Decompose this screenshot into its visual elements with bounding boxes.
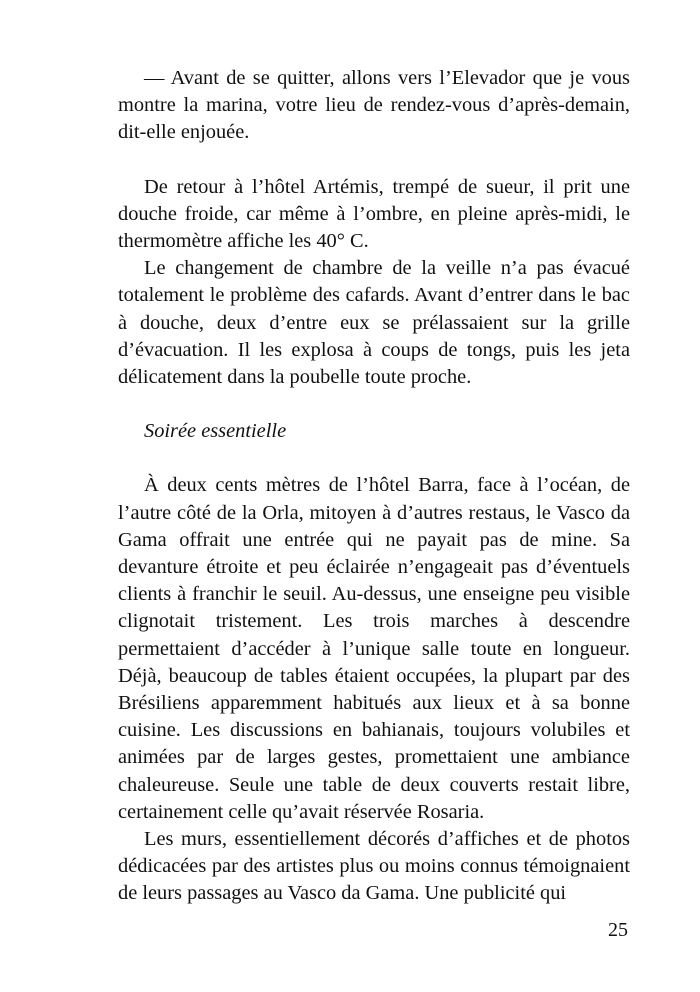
page-number: 25 <box>608 919 628 941</box>
paragraph-walls: Les murs, essentiellement décorés d’affiches et de photos dédicacées par des artistes plus ou moins connus témoignaient de leurs passages au Vasco da Gama. Une publicité qui <box>118 828 630 905</box>
paragraph-gap <box>118 147 630 174</box>
book-page-body <box>118 65 630 908</box>
section-title: Soirée essentielle <box>144 420 287 443</box>
section-gap <box>118 445 630 472</box>
paragraph-cockroaches: Le changement de chambre de la veille n’a pas évacué totalement le problème des cafards. Avant d’entrer dans le bac à douche, deux d’entre eux se prélassaient sur la grille d’évacuation. Il les explosa à coups de tongs, puis les jeta délicatement dans la poubelle toute proche. <box>118 257 630 389</box>
paragraph-hotel-return: De retour à l’hôtel Artémis, trempé de sueur, il prit une douche froide, car même à l’ombre, en pleine après-midi, le thermomètre affiche les 40° C. <box>118 175 630 253</box>
section-gap <box>118 391 630 418</box>
paragraph-restaurant: À deux cents mètres de l’hôtel Barra, face à l’océan, de l’autre côté de la Orla, mitoyen à d’autres restaus, le Vasco da Gama offrait une entrée qui ne payait pas de mine. Sa devanture étroite et peu éclairée n’engageait pas d’éventuels clients à franchir le seuil. Au-dessus, une enseigne peu visible clignotait tristement. Les trois marches à descendre permettaient d’accéder à l’unique salle toute en longueur. Déjà, beaucoup de tables étaient occupées, la plupart par des Brésiliens apparemment habitués aux lieux et à sa bonne cuisine. Les discussions en bahianais, toujours volubiles et animées par de larges gestes, promettaient une ambiance chaleureuse. Seule une table de deux couverts restait libre, certainement celle qu’avait réservée Rosaria. <box>118 474 630 823</box>
paragraph-dialogue: — Avant de se quitter, allons vers l’Elevador que je vous montre la marina, votre lieu de rendez-vous d’après-demain, dit-elle enjouée. <box>118 67 630 144</box>
